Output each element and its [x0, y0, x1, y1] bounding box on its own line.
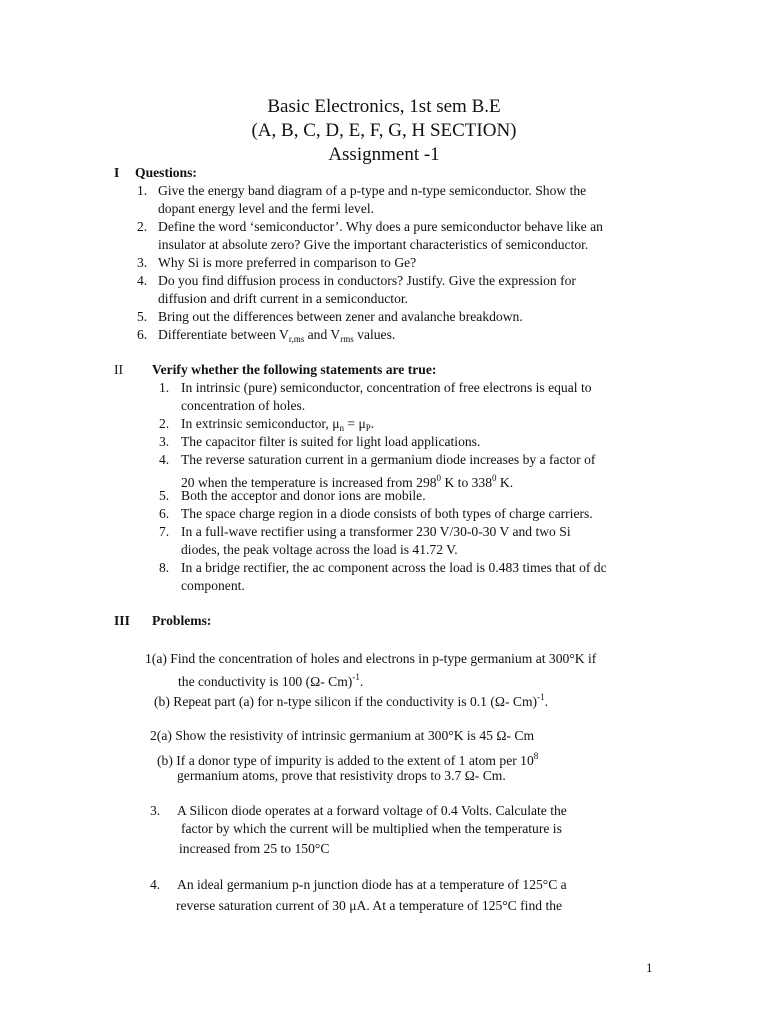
s1-text-line1: In intrinsic (pure) semiconductor, concentration of free electrons is equal to: [181, 380, 592, 395]
p1b-text: (b) Repeat part (a) for n-type silicon if the conductivity is 0.1 (Ω- Cm)$^{-1}$.: [154, 692, 548, 709]
q4-number: 4.: [137, 273, 148, 288]
s2-number: 2.: [159, 416, 170, 431]
p4-text-line2: reverse saturation current of 30 μA. At a temperature of 125°C find the: [176, 898, 563, 913]
section2-heading: Verify whether the following statements are true:: [152, 362, 437, 377]
q4-text-line2: diffusion and drift current in a semiconductor.: [158, 291, 409, 306]
s7-text-line1: In a full-wave rectifier using a transformer 230 V/30-0-30 V and two Si: [181, 524, 571, 539]
s1-number: 1.: [159, 380, 170, 395]
s7-text-line2: diodes, the peak voltage across the load is 41.72 V.: [181, 542, 458, 557]
p2a-text: 2(a) Show the resistivity of intrinsic germanium at 300°K is 45 Ω- Cm: [150, 728, 535, 743]
s8-text-line2: component.: [181, 578, 245, 593]
q1-text-line1: Give the energy band diagram of a p-type and n-type semiconductor. Show the: [158, 183, 587, 198]
q4-text-line1: Do you find diffusion process in conductors? Justify. Give the expression for: [158, 273, 576, 288]
section3-numeral: III: [114, 613, 130, 628]
q3-number: 3.: [137, 255, 148, 270]
doc-title-assignment: Assignment -1: [328, 144, 440, 165]
section1-numeral: I: [114, 165, 120, 180]
s1-text-line2: concentration of holes.: [181, 398, 306, 413]
q6-text: Differentiate between $V_{r,ms}$ and $V_{rms}$ values.: [158, 327, 396, 344]
s7-number: 7.: [159, 524, 170, 539]
section3-heading: Problems:: [152, 613, 212, 628]
s6-number: 6.: [159, 506, 170, 521]
q2-text-line1: Define the word ‘semiconductor’. Why does a pure semiconductor behave like an: [158, 219, 603, 234]
p3-text-line2: factor by which the current will be multiplied when the temperature is: [181, 821, 562, 836]
s2-text: In extrinsic semiconductor, $\mu_n = \mu_P$.: [181, 416, 375, 433]
s4-number: 4.: [159, 452, 170, 467]
q3-text: Why Si is more preferred in comparison to Ge?: [158, 255, 417, 270]
q1-text-line2: dopant energy level and the fermi level.: [158, 201, 375, 216]
p3-text-line3: increased from 25 to 150°C: [179, 841, 330, 856]
doc-title-sections: (A, B, C, D, E, F, G, H SECTION): [251, 120, 517, 141]
section2-numeral: II: [114, 362, 124, 377]
p4-text-line1: An ideal germanium p-n junction diode has at a temperature of 125°C a: [177, 877, 567, 892]
s6-text: The space charge region in a diode consists of both types of charge carriers.: [181, 506, 593, 521]
s5-number: 5.: [159, 488, 170, 503]
doc-title-course: Basic Electronics, 1st sem B.E: [267, 96, 501, 117]
s8-number: 8.: [159, 560, 170, 575]
q5-number: 5.: [137, 309, 148, 324]
p3-text-line1: A Silicon diode operates at a forward voltage of 0.4 Volts. Calculate the: [177, 803, 567, 818]
p4-number: 4.: [150, 877, 161, 892]
p3-number: 3.: [150, 803, 161, 818]
q1-number: 1.: [137, 183, 148, 198]
s8-text-line1: In a bridge rectifier, the ac component across the load is 0.483 times that of dc: [181, 560, 607, 575]
s4-text-line1: The reverse saturation current in a germanium diode increases by a factor of: [181, 452, 596, 467]
s4-text-line2: 20 when the temperature is increased from $298^0$ K to $338^0$ K.: [181, 473, 514, 490]
p1a-text-line1: 1(a) Find the concentration of holes and electrons in p-type germanium at 300°K if: [145, 651, 597, 666]
s3-text: The capacitor filter is suited for light load applications.: [181, 434, 481, 449]
q2-text-line2: insulator at absolute zero? Give the important characteristics of semiconductor.: [158, 237, 589, 252]
q2-number: 2.: [137, 219, 148, 234]
page-number: 1: [646, 960, 653, 975]
p2b-text-line2: germanium atoms, prove that resistivity drops to 3.7 Ω- Cm.: [177, 768, 506, 783]
s3-number: 3.: [159, 434, 170, 449]
p2b-text-line1: (b) If a donor type of impurity is added to the extent of 1 atom per $10^8$: [157, 751, 539, 768]
q5-text: Bring out the differences between zener and avalanche breakdown.: [158, 309, 523, 324]
q6-number: 6.: [137, 327, 148, 342]
section1-heading: Questions:: [135, 165, 197, 180]
s5-text: Both the acceptor and donor ions are mobile.: [181, 488, 426, 503]
p1a-text-line2: the conductivity is 100 (Ω- Cm)$^{-1}$.: [178, 672, 364, 689]
